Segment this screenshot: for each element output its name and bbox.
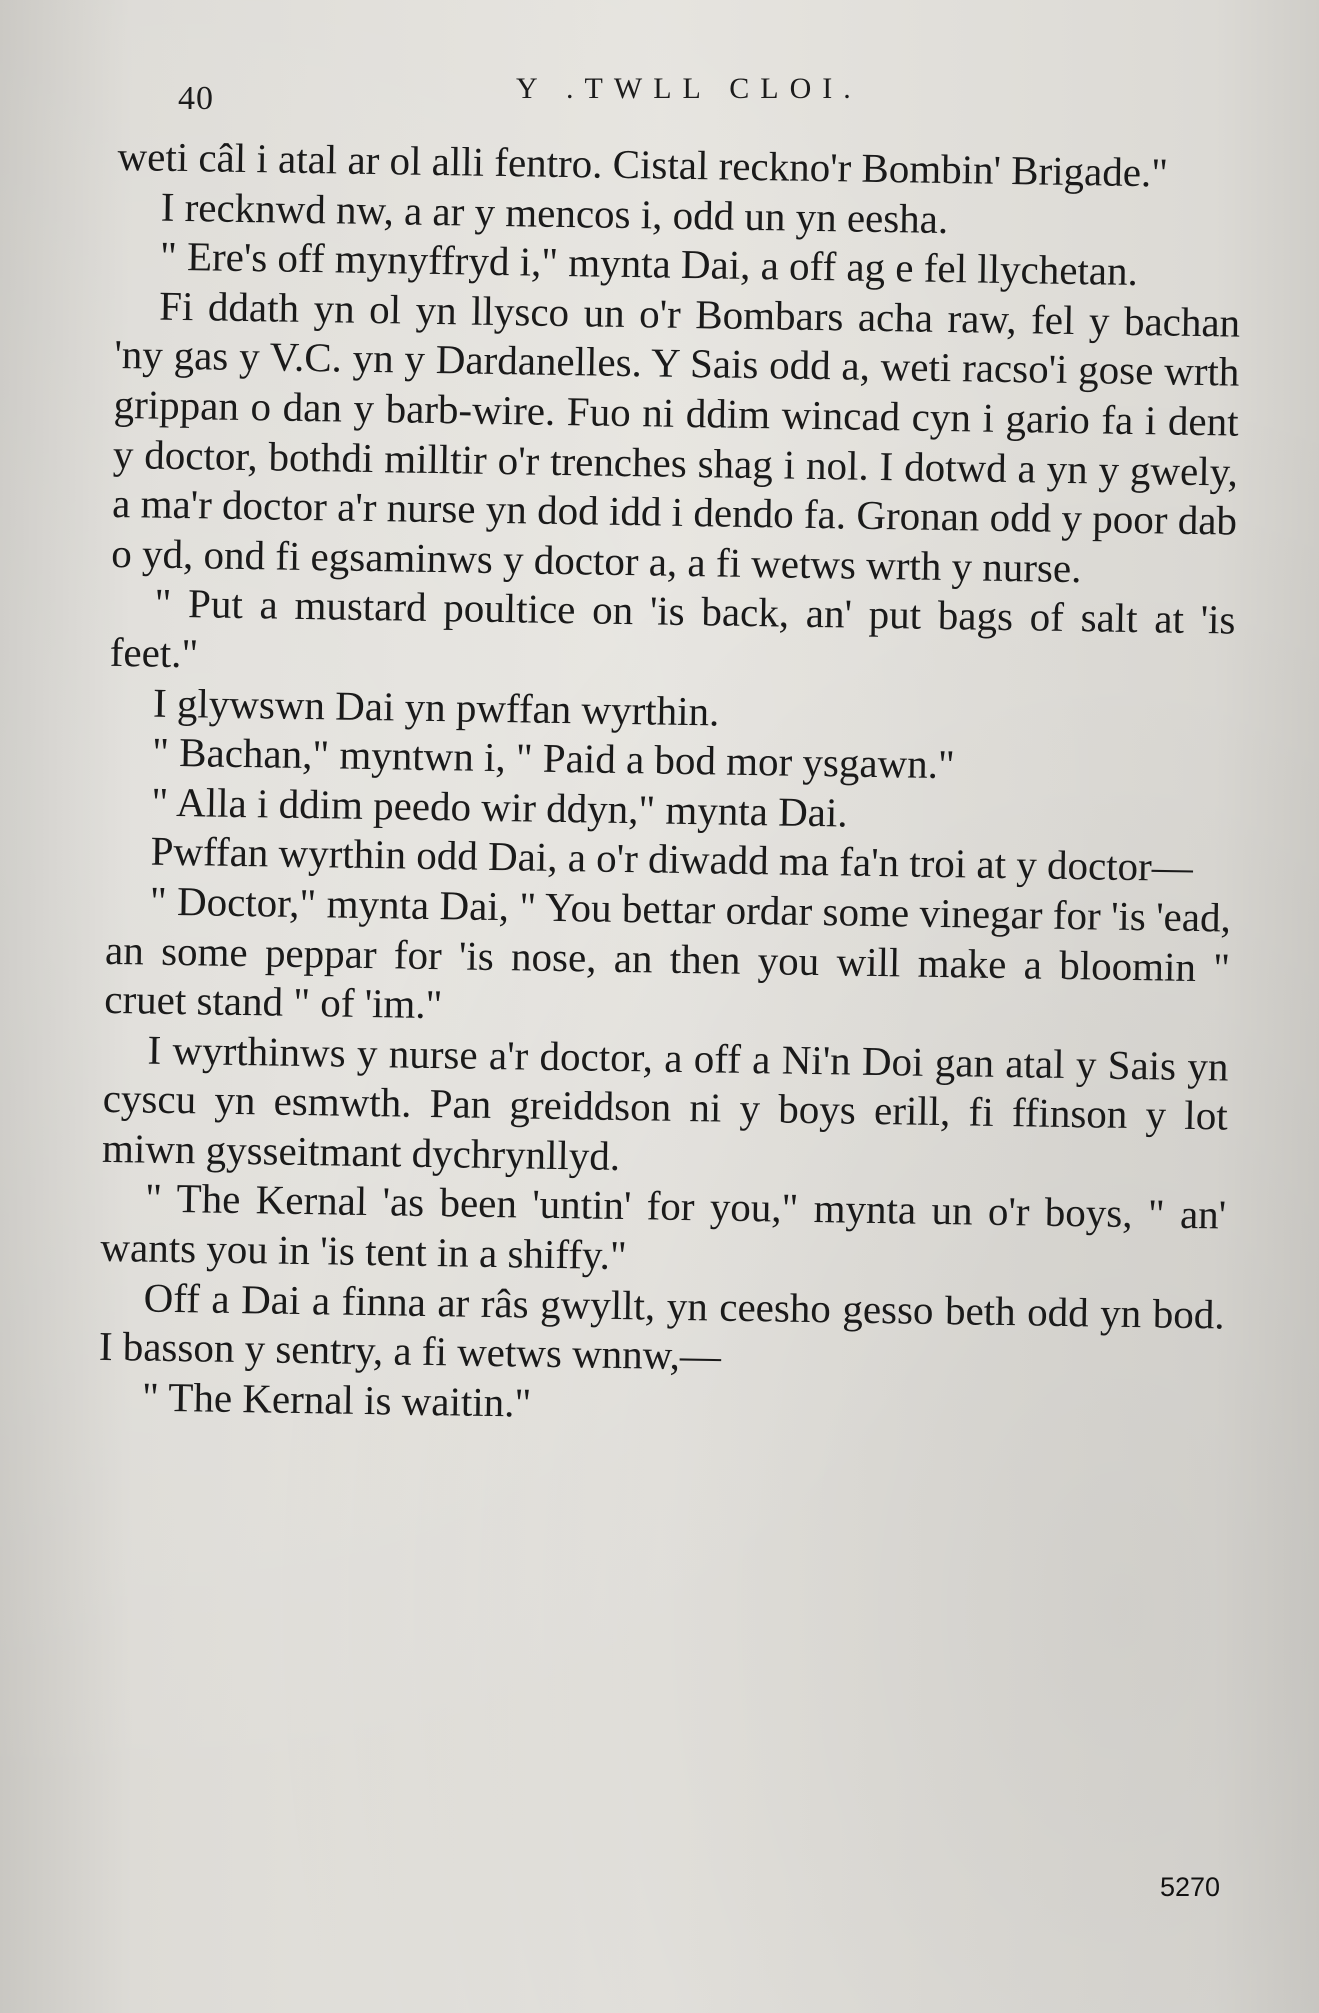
paragraph: " Put a mustard poultice on 'is back, an' put bags of salt at 'is feet." [109, 579, 1236, 677]
paragraph: I wyrthinws y nurse a'r doctor, a off a Ni'n Doi gan atal y Sais yn cyscu yn esmwth. Pan greiddson ni y boys erill, fi ffinson y lot miwn gysseitmant dychrynllyd. [101, 1026, 1229, 1179]
paragraph: I glywswn Dai yn pwffan wyrthin. [152, 679, 720, 735]
page-number: 40 [178, 80, 214, 117]
archive-reference-number: 5270 [1160, 1872, 1221, 1902]
running-title: Y .TWLL CLOI. [516, 72, 862, 105]
paragraph: Fi ddath yn ol yn llysco un o'r Bombars acha raw, fel y bachan 'ny gas y V.C. yn y Dardanelles. Y Sais odd a, weti racso'i gose wrth grippan o dan y barb-wire. Fuo ni ddim wincad cyn i gario fa i dent y doctor, bothdi milltir o'r trenches shag i nol. I dotwd a yn y gwely, a ma'r doctor a'r nurse yn dod idd i dendo fa. Gronan odd y poor dab o yd, ond fi egsaminws y doctor a, a fi wetws wrth y nurse. [111, 282, 1241, 591]
paragraph: Pwffan wyrthin odd Dai, a o'r diwadd ma fa'n troi at y doctor— [150, 827, 1194, 891]
paragraph: " Doctor," mynta Dai, " You bettar ordar some vinegar for 'is 'ead, an some peppar for 'is nose, an then you will make a bloomin " cruet stand " of 'im." [104, 877, 1232, 1028]
paragraph: " Ere's off mynyffryd i," mynta Dai, a off ag e fel llychetan. [159, 232, 1139, 295]
paragraph: I recknwd nw, a ar y mencos i, odd un yn eesha. [160, 183, 949, 242]
paragraph: weti câl i atal ar ol alli fentro. Cistal reckno'r Bombin' Brigade." [117, 132, 1169, 196]
page-header [178, 64, 1178, 124]
paragraph: " The Kernal 'as been 'untin' for you," mynta un o'r boys, " an' wants you in 'is tent in a shiffy." [100, 1175, 1227, 1279]
paragraph: " The Kernal is waitin." [141, 1373, 532, 1426]
body-text [98, 132, 1243, 1439]
paragraph: " Bachan," myntwn i, " Paid a bod mor ysgawn." [151, 728, 956, 788]
paragraph: " Alla i ddim peedo wir ddyn," mynta Dai. [151, 778, 848, 836]
paragraph: Off a Dai a finna ar râs gwyllt, yn ceesho gesso beth odd yn bod. I basson y sentry, a fi wetws wnnw,— [98, 1274, 1225, 1379]
